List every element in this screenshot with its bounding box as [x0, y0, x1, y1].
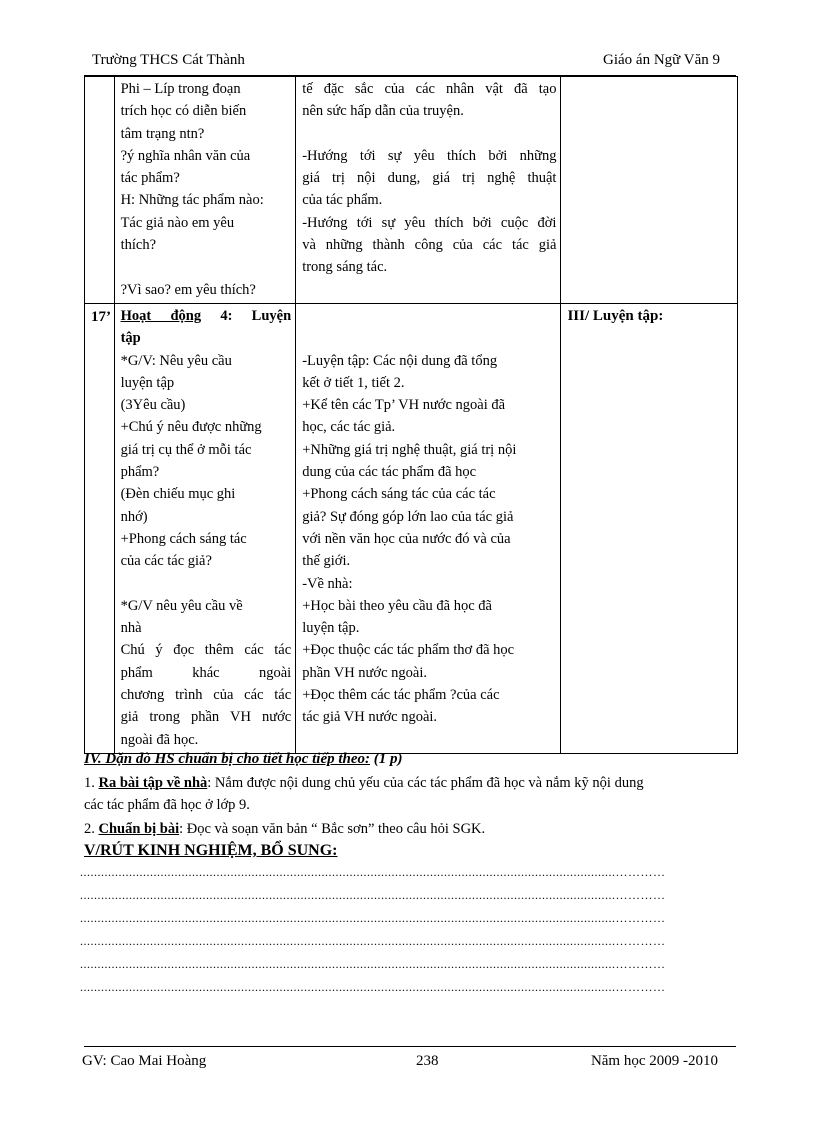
text-line: của tác phẩm.: [302, 192, 383, 209]
section-5-label: V/RÚT KINH NGHIỆM, BỔ SUNG:: [84, 842, 338, 859]
text-line: luyện tập: [120, 374, 175, 391]
text-line: giá trị cụ thể ở mỗi tác: [120, 441, 252, 458]
school-year: Năm học 2009 -2010: [590, 1053, 718, 1069]
page-footer: [82, 1053, 718, 1075]
text-line: [121, 573, 292, 595]
activity-title: [121, 305, 292, 327]
text-line: giá trị nội dung, giá trị nghệ thuật: [302, 170, 557, 187]
text-line: nhà: [120, 620, 142, 637]
text-line: -Hướng tới sự yêu thích bởi những: [302, 147, 557, 164]
task-label: Chuẩn bị bài: [98, 821, 180, 837]
text-line: +Học bài theo yêu cầu đã học đã: [302, 597, 492, 614]
task-number: 1.: [84, 775, 99, 791]
text-line: ?Vì sao? em yêu thích?: [120, 281, 256, 298]
text-line: +Đọc thêm các tác phẩm ?của các: [302, 687, 500, 704]
text-line: Phi – Líp trong đoạn: [120, 81, 241, 97]
page-header: [92, 52, 720, 74]
table-row: [85, 303, 738, 753]
student-activity-cell: [296, 303, 561, 753]
subject-title: Giáo án Ngữ Văn 9: [603, 52, 720, 68]
dotted-line: .........................................................................................................................................................…………: [80, 935, 666, 947]
time-cell: [85, 303, 115, 753]
text-line: -Luyện tập: Các nội dung đã tổng: [302, 352, 498, 369]
task-text: : Nắm được nội dung chủ yếu của các tác phẩm đã học và nắm kỹ nội dung: [207, 775, 644, 791]
text-line: dung của các tác phẩm đã học: [302, 464, 477, 481]
text-line: Chú ý đọc thêm các tác: [120, 642, 292, 659]
text-line: trong sáng tác.: [302, 259, 388, 276]
task-1: [84, 772, 744, 794]
content-cell: [561, 77, 738, 304]
text-line: giả trong phần VH nước: [120, 709, 292, 726]
text-line: +Kể tên các Tp’ VH nước ngoài đã: [302, 397, 506, 414]
task-label: Ra bài tập về nhà: [98, 775, 208, 791]
text-line: (3Yêu cầu): [120, 397, 186, 414]
section-4-time: (1 p): [370, 751, 403, 767]
duration: 17’: [91, 308, 111, 325]
task-2: [84, 818, 744, 840]
dotted-line: .........................................................................................................................................................…………: [80, 889, 666, 901]
teacher-activity-cell: [114, 77, 296, 304]
text-line: tế đặc sắc của các nhân vật đã tạo: [302, 81, 557, 97]
spacer: [302, 305, 556, 327]
text-line: nhớ): [120, 508, 148, 525]
text-line: với nền văn học của nước đó và của: [302, 530, 511, 547]
text-line: [121, 256, 292, 278]
text-line: +Phong cách sáng tác của các tác: [302, 486, 496, 503]
task-text: : Đọc và soạn văn bản “ Bắc sơn” theo câu hỏi SGK.: [179, 821, 486, 837]
dotted-line: .........................................................................................................................................................…………: [80, 866, 666, 878]
text-line: tâm trạng ntn?: [120, 125, 205, 142]
teacher-activity-cell: [114, 303, 296, 753]
text-line: phần VH nước ngoài.: [302, 664, 427, 681]
page-number: 238: [416, 1053, 439, 1069]
text-line: *G/V: Nêu yêu cầu: [120, 352, 232, 369]
teacher-name: GV: Cao Mai Hoàng: [82, 1053, 207, 1069]
text-line: +Phong cách sáng tác: [120, 530, 247, 547]
school-name: Trường THCS Cát Thành: [92, 52, 245, 68]
spacer: [302, 327, 556, 349]
section-5-heading: [84, 840, 744, 862]
section-heading: III/ Luyện tập:: [567, 307, 664, 324]
text-line: phẩm khác ngoài: [120, 664, 292, 681]
text-line: giả? Sự đóng góp lớn lao của tác giả: [302, 508, 514, 525]
dotted-line: .........................................................................................................................................................…………: [80, 912, 666, 924]
activity-title-line2: tập: [120, 330, 141, 347]
student-activity-cell: [296, 77, 561, 304]
task-number: 2.: [84, 821, 99, 837]
content-cell: [561, 303, 738, 753]
text-line: Tác giả nào em yêu: [120, 214, 235, 231]
text-line: phẩm?: [120, 464, 160, 481]
text-line: thế giới.: [302, 553, 351, 570]
text-line: ngoài đã học.: [120, 731, 199, 748]
text-line: ?ý nghĩa nhân văn của: [120, 147, 251, 164]
text-line: luyện tập.: [302, 620, 360, 637]
text-line: tác giả VH nước ngoài.: [302, 709, 438, 726]
text-line: học, các tác giả.: [302, 419, 396, 436]
text-line: +Đọc thuộc các tác phẩm thơ đã học: [302, 642, 515, 659]
text-line: -Về nhà:: [302, 575, 353, 592]
activity-title-rest: 4: Luyện: [220, 307, 292, 324]
text-line: chương trình của các tác: [120, 687, 292, 704]
text-line: và những thành công của các tác giả: [302, 237, 557, 254]
dotted-line: .........................................................................................................................................................…………: [80, 981, 666, 993]
task-1-continued: các tác phẩm đã học ở lớp 9.: [84, 797, 250, 813]
text-line: -Hướng tới sự yêu thích bởi cuộc đời: [302, 214, 557, 231]
text-line: +Chú ý nêu được những: [120, 419, 262, 436]
text-line: của các tác giả?: [120, 553, 212, 570]
text-line: thích?: [120, 237, 157, 254]
dotted-line: .........................................................................................................................................................…………: [80, 958, 666, 970]
text-line: nên sức hấp dẫn của truyện.: [302, 103, 464, 120]
text-line: *G/V nêu yêu cầu về: [120, 597, 243, 614]
text-line: H: Những tác phẩm nào:: [120, 192, 264, 209]
section-4-label: IV. Dặn dò HS chuẩn bị cho tiết học tiếp theo:: [84, 751, 371, 767]
lesson-table: [84, 76, 738, 754]
section-4-heading: [84, 748, 744, 770]
table-row: [85, 77, 738, 304]
text-line: tác phẩm?: [120, 170, 180, 187]
text-line: +Những giá trị nghệ thuật, giá trị nội: [302, 441, 517, 458]
time-cell: [85, 77, 115, 304]
footer-rule: [84, 1046, 736, 1047]
text-line: (Đèn chiếu mục ghi: [120, 486, 236, 503]
text-line: trích học có diễn biến: [120, 103, 247, 120]
text-line: kết ở tiết 1, tiết 2.: [302, 374, 405, 391]
text-line: [302, 123, 556, 145]
activity-label: Hoạt động: [120, 307, 202, 324]
